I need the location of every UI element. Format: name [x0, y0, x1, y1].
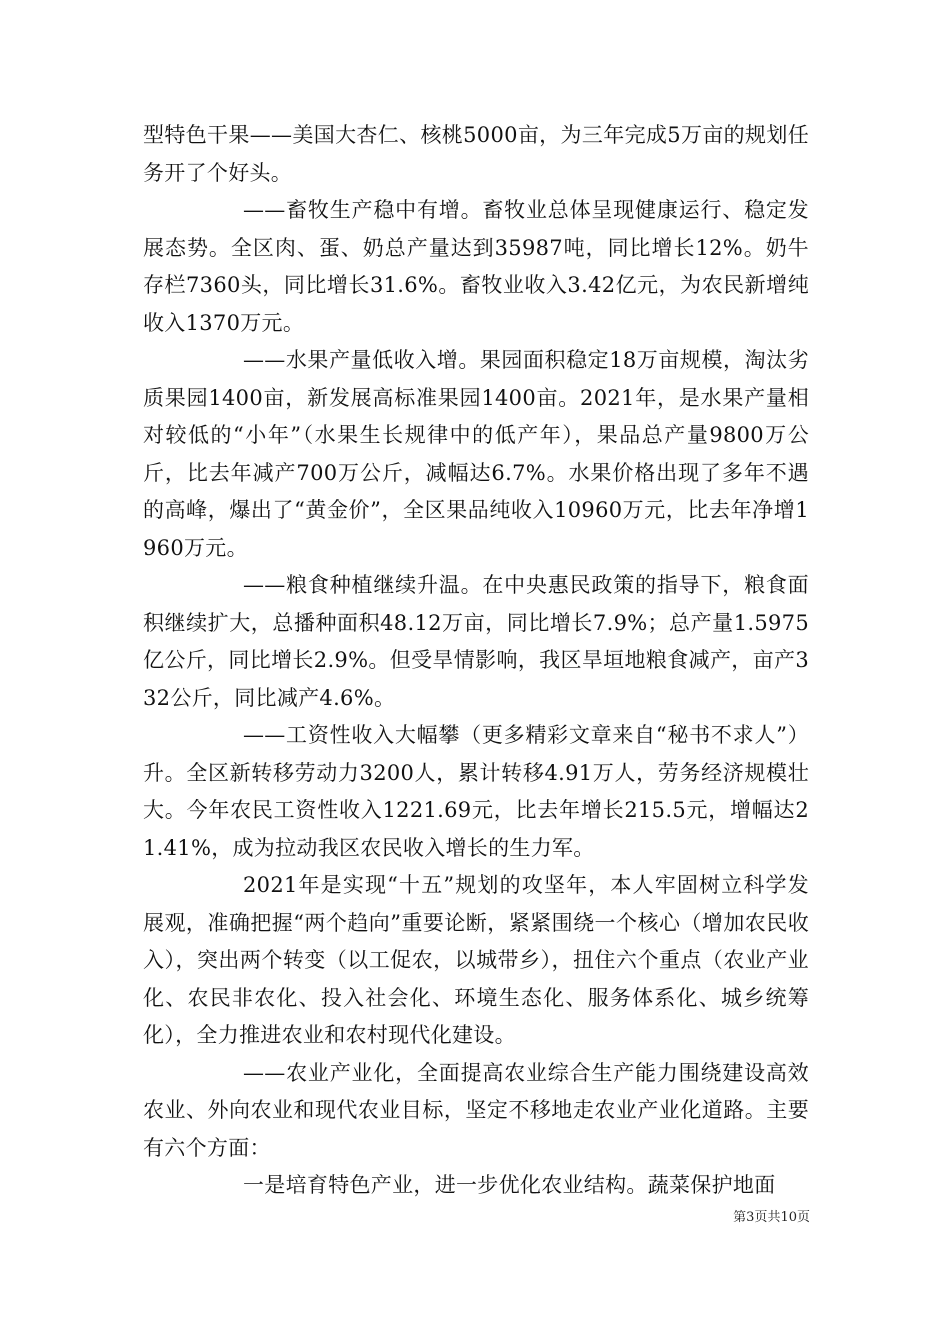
page-number: 第3页共10页: [733, 1210, 810, 1225]
paragraph-grain: ——粮食种植继续升温。在中央惠民政策的指导下，粮食面积继续扩大，总播种面积48.12万亩，同比增长7.9%；总产量1.5975亿公斤，同比增长2.9%。但受旱情影响，我区旱垣地粮食减产，亩产332公斤，同比减产4.6%。: [143, 573, 809, 710]
paragraph-industrialization: ——农业产业化，全面提高农业综合生产能力围绕建设高效农业、外向农业和现代农业目标，坚定不移地走农业产业化道路。主要有六个方面：: [143, 1060, 809, 1160]
body-text: [143, 117, 809, 1205]
paragraph-plan-2021: 2021年是实现“十五”规划的攻坚年，本人牢固树立科学发展观，准确把握“两个趋向”重要论断，紧紧围绕一个核心（增加农民收入），突出两个转变（以工促农，以城带乡），扭住六个重点（农业产业化、农民非农化、投入社会化、环境生态化、服务体系化、城乡统筹化），全力推进农业和农村现代化建设。: [143, 873, 809, 1047]
paragraph-fruit: ——水果产量低收入增。果园面积稳定18万亩规模，淘汰劣质果园1400亩，新发展高标准果园1400亩。2021年，是水果产量相对较低的“小年”（水果生长规律中的低产年），果品总产量9800万公斤，比去年减产700万公斤，减幅达6.7%。水果价格出现了多年不遇的高峰，爆出了“黄金价”，全区果品纯收入10960万元，比去年净增1960万元。: [143, 348, 809, 560]
paragraph-specialty-industry: 一是培育特色产业，进一步优化农业结构。蔬菜保护地面: [243, 1173, 776, 1197]
paragraph-wage-income: ——工资性收入大幅攀（更多精彩文章来自“秘书不求人”）升。全区新转移劳动力3200人，累计转移4.91万人，劳务经济规模壮大。今年农民工资性收入1221.69元，比去年增长215.5元，增幅达21.41%，成为拉动我区农民收入增长的生力军。: [143, 723, 809, 860]
paragraph-continued: 型特色干果——美国大杏仁、核桃5000亩，为三年完成5万亩的规划任务开了个好头。: [143, 123, 809, 185]
paragraph-livestock: ——畜牧生产稳中有增。畜牧业总体呈现健康运行、稳定发展态势。全区肉、蛋、奶总产量达到35987吨，同比增长12%。奶牛存栏7360头，同比增长31.6%。畜牧业收入3.42亿元，为农民新增纯收入1370万元。: [143, 198, 809, 335]
